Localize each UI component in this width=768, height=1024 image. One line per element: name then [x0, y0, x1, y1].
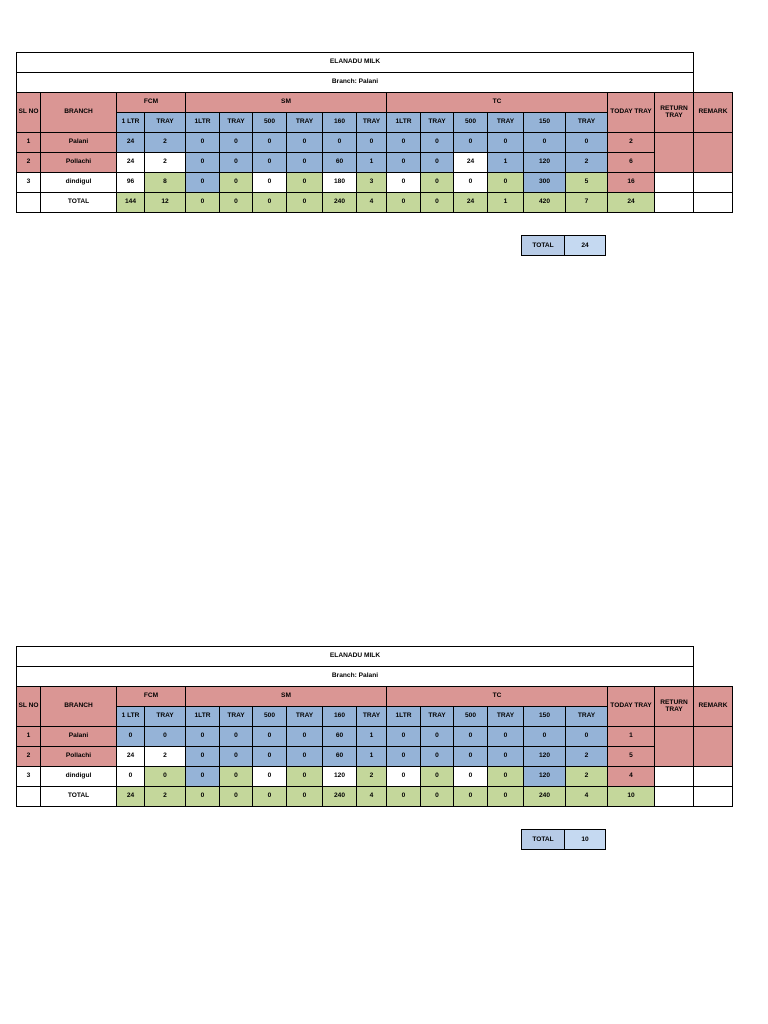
- sub-header: TRAY: [357, 113, 387, 133]
- value-cell: 60: [323, 727, 357, 747]
- total-value-cell: 2: [145, 787, 186, 807]
- report-sheet-1: [16, 52, 733, 213]
- value-cell: 3: [357, 173, 387, 193]
- header-branch: BRANCH: [41, 687, 117, 727]
- value-cell: 1: [357, 727, 387, 747]
- branch-name-cell: Pollachi: [41, 153, 117, 173]
- total-sl-cell: [17, 193, 41, 213]
- total-value-cell: 0: [220, 193, 253, 213]
- value-cell: 0: [566, 133, 608, 153]
- summary-total-label: TOTAL: [522, 830, 565, 850]
- total-today-tray-cell: 24: [608, 193, 655, 213]
- total-value-cell: 420: [524, 193, 566, 213]
- value-cell: 0: [186, 133, 220, 153]
- value-cell: 0: [287, 727, 323, 747]
- value-cell: 1: [488, 153, 524, 173]
- value-cell: 1: [357, 153, 387, 173]
- value-cell: 0: [220, 153, 253, 173]
- total-value-cell: 24: [117, 787, 145, 807]
- total-value-cell: 0: [220, 787, 253, 807]
- total-value-cell: 0: [287, 193, 323, 213]
- table-row: [17, 747, 733, 767]
- report-table: [16, 52, 733, 213]
- value-cell: 60: [323, 153, 357, 173]
- total-value-cell: 0: [454, 787, 488, 807]
- total-value-cell: 240: [323, 193, 357, 213]
- value-cell: 0: [357, 133, 387, 153]
- summary-total-box: [521, 235, 606, 256]
- total-today-tray-cell: 10: [608, 787, 655, 807]
- summary-total-value: 24: [565, 236, 606, 256]
- sub-header: 500: [253, 113, 287, 133]
- header-branch: BRANCH: [41, 93, 117, 133]
- total-remark-cell: [694, 193, 733, 213]
- value-cell: 0: [287, 133, 323, 153]
- value-cell: 0: [186, 727, 220, 747]
- value-cell: 96: [117, 173, 145, 193]
- sub-header: 500: [253, 707, 287, 727]
- header-tc: TC: [387, 93, 608, 113]
- value-cell: 120: [524, 747, 566, 767]
- sub-header: 500: [454, 707, 488, 727]
- value-cell: 0: [220, 767, 253, 787]
- branch-line: Branch: Palani: [17, 73, 694, 93]
- sub-header: 150: [524, 113, 566, 133]
- return-tray-cell: [655, 173, 694, 193]
- sub-header: 1LTR: [186, 707, 220, 727]
- value-cell: 0: [253, 747, 287, 767]
- total-return-tray-cell: [655, 193, 694, 213]
- total-value-cell: 144: [117, 193, 145, 213]
- value-cell: 0: [454, 133, 488, 153]
- total-value-cell: 0: [387, 193, 421, 213]
- value-cell: 120: [524, 767, 566, 787]
- header-row-group: [17, 93, 733, 113]
- table-row: [17, 153, 733, 173]
- value-cell: 0: [421, 767, 454, 787]
- value-cell: 2: [145, 747, 186, 767]
- value-cell: 2: [566, 747, 608, 767]
- value-cell: 0: [524, 727, 566, 747]
- sub-header: 1LTR: [186, 113, 220, 133]
- value-cell: 0: [488, 133, 524, 153]
- value-cell: 0: [454, 173, 488, 193]
- value-cell: 60: [323, 747, 357, 767]
- header-remark: REMARK: [694, 93, 733, 133]
- summary-total-label: TOTAL: [522, 236, 565, 256]
- value-cell: 300: [524, 173, 566, 193]
- branch-line-row: [17, 667, 733, 687]
- value-cell: 0: [186, 767, 220, 787]
- today-tray-cell: 1: [608, 727, 655, 747]
- sl-no-cell: 1: [17, 727, 41, 747]
- remark-cell: [694, 767, 733, 787]
- value-cell: 0: [387, 747, 421, 767]
- value-cell: 24: [454, 153, 488, 173]
- branch-name-cell: Palani: [41, 727, 117, 747]
- value-cell: 0: [488, 173, 524, 193]
- today-tray-cell: 2: [608, 133, 655, 153]
- sub-header: TRAY: [287, 113, 323, 133]
- total-value-cell: 0: [186, 193, 220, 213]
- sub-header: 500: [454, 113, 488, 133]
- total-value-cell: 0: [253, 787, 287, 807]
- branch-name-cell: dindigul: [41, 767, 117, 787]
- value-cell: 2: [566, 153, 608, 173]
- sub-header: 160: [323, 113, 357, 133]
- value-cell: 0: [287, 747, 323, 767]
- table-row: [17, 727, 733, 747]
- remark-cell: [694, 173, 733, 193]
- value-cell: 0: [323, 133, 357, 153]
- header-sl-no: SL NO: [17, 93, 41, 133]
- total-value-cell: 4: [357, 193, 387, 213]
- header-fcm: FCM: [117, 93, 186, 113]
- total-value-cell: 7: [566, 193, 608, 213]
- sub-header: TRAY: [220, 113, 253, 133]
- sub-header: TRAY: [566, 707, 608, 727]
- value-cell: 24: [117, 133, 145, 153]
- branch-line-row: [17, 73, 733, 93]
- value-cell: 120: [524, 153, 566, 173]
- total-value-cell: 0: [421, 787, 454, 807]
- sub-header: TRAY: [287, 707, 323, 727]
- header-return-tray: RETURN TRAY: [655, 687, 694, 727]
- sub-header: TRAY: [488, 113, 524, 133]
- sub-header: TRAY: [220, 707, 253, 727]
- header-fcm: FCM: [117, 687, 186, 707]
- value-cell: 0: [566, 727, 608, 747]
- value-cell: 0: [287, 173, 323, 193]
- value-cell: 0: [421, 173, 454, 193]
- total-value-cell: 0: [253, 193, 287, 213]
- value-cell: 0: [387, 133, 421, 153]
- value-cell: 2: [357, 767, 387, 787]
- value-cell: 0: [117, 767, 145, 787]
- value-cell: 0: [220, 727, 253, 747]
- return-tray-cell: [655, 727, 694, 767]
- sheet-title: ELANADU MILK: [17, 647, 694, 667]
- today-tray-cell: 4: [608, 767, 655, 787]
- total-row: [17, 193, 733, 213]
- value-cell: 0: [220, 133, 253, 153]
- value-cell: 0: [488, 747, 524, 767]
- total-value-cell: 24: [454, 193, 488, 213]
- total-value-cell: 4: [357, 787, 387, 807]
- total-value-cell: 4: [566, 787, 608, 807]
- table-row: [17, 767, 733, 787]
- sub-header: 160: [323, 707, 357, 727]
- total-value-cell: 1: [488, 193, 524, 213]
- value-cell: 0: [387, 153, 421, 173]
- value-cell: 0: [524, 133, 566, 153]
- sub-header: TRAY: [145, 113, 186, 133]
- value-cell: 0: [220, 747, 253, 767]
- value-cell: 120: [323, 767, 357, 787]
- total-remark-cell: [694, 787, 733, 807]
- remark-cell: [694, 133, 733, 173]
- value-cell: 0: [145, 767, 186, 787]
- sub-header: TRAY: [357, 707, 387, 727]
- value-cell: 0: [454, 727, 488, 747]
- header-sl-no: SL NO: [17, 687, 41, 727]
- branch-name-cell: Pollachi: [41, 747, 117, 767]
- value-cell: 5: [566, 173, 608, 193]
- value-cell: 0: [287, 153, 323, 173]
- branch-line: Branch: Palani: [17, 667, 694, 687]
- today-tray-cell: 6: [608, 153, 655, 173]
- sub-header: 1LTR: [387, 113, 421, 133]
- table-row: [17, 133, 733, 153]
- value-cell: 180: [323, 173, 357, 193]
- value-cell: 2: [566, 767, 608, 787]
- total-sl-cell: [17, 787, 41, 807]
- value-cell: 0: [186, 747, 220, 767]
- total-value-cell: 0: [287, 787, 323, 807]
- total-value-cell: 0: [387, 787, 421, 807]
- header-return-tray: RETURN TRAY: [655, 93, 694, 133]
- value-cell: 0: [421, 747, 454, 767]
- value-cell: 24: [117, 747, 145, 767]
- branch-name-cell: dindigul: [41, 173, 117, 193]
- total-value-cell: 240: [323, 787, 357, 807]
- value-cell: 0: [421, 153, 454, 173]
- value-cell: 0: [253, 133, 287, 153]
- title-row: [17, 53, 733, 73]
- header-tc: TC: [387, 687, 608, 707]
- value-cell: 24: [117, 153, 145, 173]
- value-cell: 0: [287, 767, 323, 787]
- total-label: TOTAL: [41, 787, 117, 807]
- sub-header: 1 LTR: [117, 707, 145, 727]
- header-today-tray: TODAY TRAY: [608, 687, 655, 727]
- value-cell: 0: [454, 747, 488, 767]
- summary-total-value: 10: [565, 830, 606, 850]
- sheet-title: ELANADU MILK: [17, 53, 694, 73]
- total-value-cell: 0: [421, 193, 454, 213]
- sl-no-cell: 3: [17, 767, 41, 787]
- value-cell: 0: [387, 767, 421, 787]
- total-value-cell: 12: [145, 193, 186, 213]
- value-cell: 0: [454, 767, 488, 787]
- title-row: [17, 647, 733, 667]
- value-cell: 0: [253, 173, 287, 193]
- sl-no-cell: 3: [17, 173, 41, 193]
- value-cell: 0: [421, 133, 454, 153]
- value-cell: 2: [145, 153, 186, 173]
- value-cell: 0: [220, 173, 253, 193]
- header-remark: REMARK: [694, 687, 733, 727]
- sl-no-cell: 2: [17, 153, 41, 173]
- value-cell: 0: [253, 727, 287, 747]
- remark-cell: [694, 727, 733, 767]
- total-value-cell: 0: [186, 787, 220, 807]
- value-cell: 0: [387, 727, 421, 747]
- header-row-group: [17, 687, 733, 707]
- sl-no-cell: 2: [17, 747, 41, 767]
- value-cell: 0: [488, 727, 524, 747]
- return-tray-cell: [655, 133, 694, 173]
- header-sm: SM: [186, 687, 387, 707]
- sub-header: 1 LTR: [117, 113, 145, 133]
- sub-header: TRAY: [488, 707, 524, 727]
- total-value-cell: 0: [488, 787, 524, 807]
- value-cell: 0: [387, 173, 421, 193]
- total-return-tray-cell: [655, 787, 694, 807]
- today-tray-cell: 5: [608, 747, 655, 767]
- sub-header: TRAY: [421, 707, 454, 727]
- value-cell: 0: [186, 153, 220, 173]
- today-tray-cell: 16: [608, 173, 655, 193]
- branch-name-cell: Palani: [41, 133, 117, 153]
- sub-header: TRAY: [566, 113, 608, 133]
- report-sheet-2: [16, 646, 733, 807]
- value-cell: 2: [145, 133, 186, 153]
- table-row: [17, 173, 733, 193]
- header-today-tray: TODAY TRAY: [608, 93, 655, 133]
- value-cell: 8: [145, 173, 186, 193]
- value-cell: 0: [186, 173, 220, 193]
- sub-header: TRAY: [145, 707, 186, 727]
- sl-no-cell: 1: [17, 133, 41, 153]
- report-table: [16, 646, 733, 807]
- value-cell: 0: [253, 767, 287, 787]
- summary-total-box: [521, 829, 606, 850]
- total-value-cell: 240: [524, 787, 566, 807]
- sub-header: TRAY: [421, 113, 454, 133]
- sub-header: 150: [524, 707, 566, 727]
- header-sm: SM: [186, 93, 387, 113]
- value-cell: 1: [357, 747, 387, 767]
- total-row: [17, 787, 733, 807]
- return-tray-cell: [655, 767, 694, 787]
- value-cell: 0: [117, 727, 145, 747]
- total-label: TOTAL: [41, 193, 117, 213]
- value-cell: 0: [421, 727, 454, 747]
- value-cell: 0: [253, 153, 287, 173]
- value-cell: 0: [145, 727, 186, 747]
- value-cell: 0: [488, 767, 524, 787]
- sub-header: 1LTR: [387, 707, 421, 727]
